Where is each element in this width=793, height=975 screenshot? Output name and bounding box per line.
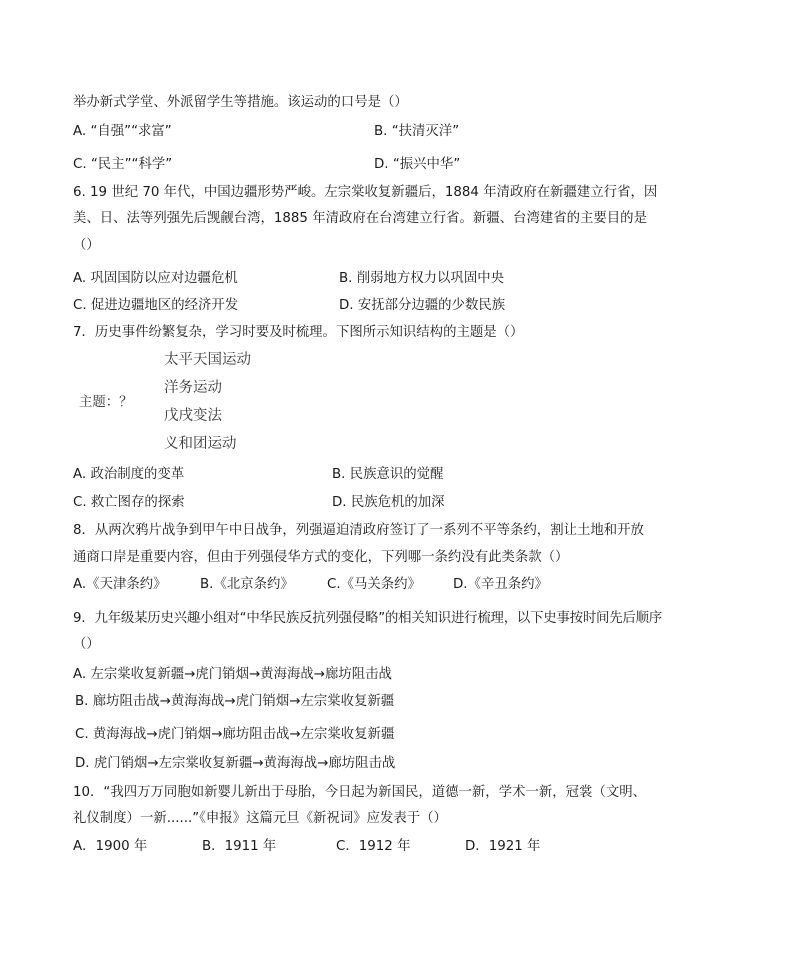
q8-option-a: A.《天津条约》: [73, 577, 167, 592]
q10-option-b: B．1911 年: [202, 839, 277, 854]
q5-stem-tail: 举办新式学堂、外派留学生等措施。该运动的口号是（）: [73, 95, 408, 110]
q7-diagram-item: 洋务运动: [164, 380, 222, 396]
q8-stem-line2: 通商口岸是重要内容，但由于列强侵华方式的变化，下列哪一条约没有此类条款（）: [73, 550, 569, 565]
q10-option-d: D．1921 年: [465, 839, 541, 854]
q6-stem-line2: 美、日、法等列强先后觊觎台湾，1885 年清政府在台湾建立行省。新疆、台湾建省的主要目的是: [73, 211, 647, 226]
q6-option-c: C. 促进边疆地区的经济开发: [73, 298, 239, 313]
q5-option-b: B. “扶清灭洋”: [374, 124, 460, 139]
q7-option-b: B. 民族意识的觉醒: [332, 467, 444, 482]
q6-option-d: D. 安抚部分边疆的少数民族: [339, 298, 506, 313]
q7-diagram-item: 义和团运动: [164, 436, 237, 452]
q9-stem-line2: （）: [73, 637, 100, 652]
q7-diagram-item: 戊戌变法: [164, 408, 222, 424]
q7-option-d: D. 民族危机的加深: [332, 495, 445, 510]
q8-option-c: C.《马关条约》: [327, 577, 421, 592]
q8-stem-line1: 8．从两次鸦片战争到甲午中日战争，列强逼迫清政府签订了一系列不平等条约，割让土地和开放: [73, 523, 644, 538]
q5-option-c: C. “民主”“科学”: [73, 157, 173, 172]
q9-option-c: C. 黄海海战→虎门销烟→廊坊阻击战→左宗棠收复新疆: [75, 727, 395, 742]
q6-stem-line3: （）: [73, 238, 100, 253]
q10-stem-line2: 礼仪制度）一新......”《申报》这篇元旦《新祝词》应发表于（）: [73, 811, 447, 826]
q5-option-d: D. “振兴中华”: [374, 157, 461, 172]
q7-diagram-item: 太平天国运动: [164, 352, 251, 368]
q7-option-a: A. 政治制度的变革: [73, 467, 185, 482]
q9-option-a: A. 左宗棠收复新疆→虎门销烟→黄海海战→廊坊阻击战: [73, 667, 392, 682]
q5-option-a: A. “自强”“求富”: [73, 124, 172, 139]
q7-diagram-label: 主题：？: [79, 395, 133, 410]
q7-stem: 7．历史事件纷繁复杂，学习时要及时梳理。下图所示知识结构的主题是（）: [73, 325, 524, 340]
q9-stem-line1: 9．九年级某历史兴趣小组对“中华民族反抗列强侵略”的相关知识进行梳理，以下史事按时间先后顺序: [73, 611, 662, 626]
q10-stem-line1: 10．“我四万万同胞如新婴儿新出于母胎，今日起为新国民，道德一新，学术一新，冠裳（文明、: [73, 785, 646, 800]
q10-option-c: C．1912 年: [336, 839, 411, 854]
q9-option-d: D. 虎门销烟→左宗棠收复新疆→黄海海战→廊坊阻击战: [75, 756, 396, 771]
q6-option-a: A. 巩固国防以应对边疆危机: [73, 271, 238, 286]
q9-option-b: B. 廊坊阻击战→黄海海战→虎门销烟→左宗棠收复新疆: [75, 694, 395, 709]
q6-option-b: B. 削弱地方权力以巩固中央: [339, 271, 504, 286]
q8-option-d: D.《辛丑条约》: [453, 577, 548, 592]
q7-option-c: C. 救亡图存的探索: [73, 495, 185, 510]
q6-stem-line1: 6. 19 世纪 70 年代，中国边疆形势严峻。左宗棠收复新疆后，1884 年清政府在新疆建立行省，因: [73, 185, 658, 200]
q8-option-b: B.《北京条约》: [200, 577, 294, 592]
q10-option-a: A．1900 年: [73, 839, 148, 854]
